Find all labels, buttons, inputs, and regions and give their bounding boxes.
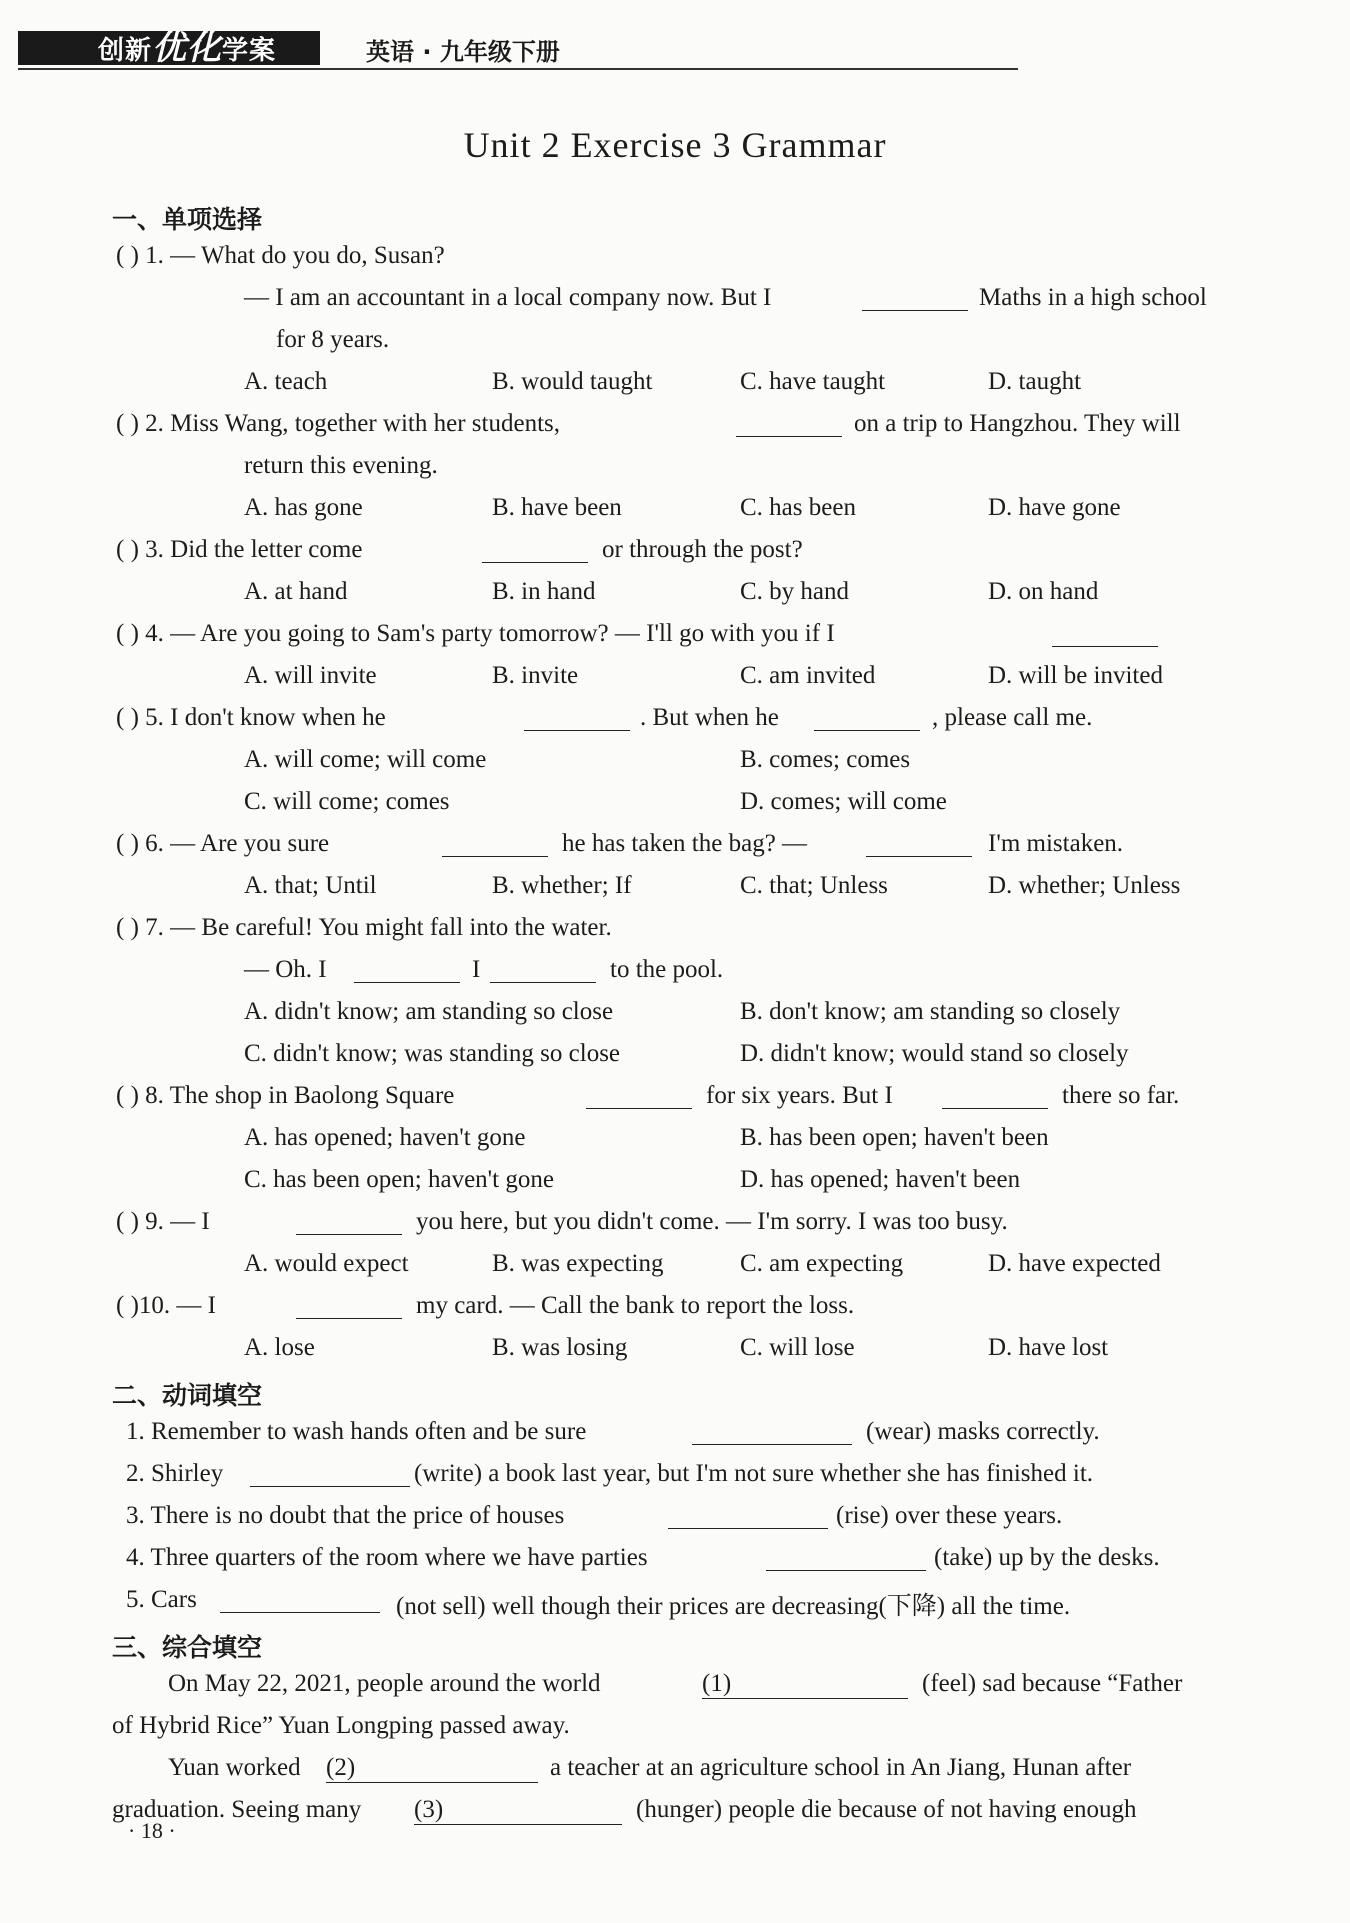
text-line: B. whether; If — [492, 872, 632, 899]
text-line: D. have gone — [988, 494, 1121, 521]
answer-blank[interactable] — [1052, 624, 1158, 647]
text-line: there so far. — [1062, 1082, 1180, 1109]
verb-blank[interactable] — [220, 1590, 380, 1613]
section-heading-1: 一、单项选择 — [112, 205, 263, 234]
text-line: (wear) masks correctly. — [866, 1418, 1100, 1445]
text-line: D. taught — [988, 368, 1082, 395]
answer-blank[interactable] — [354, 960, 460, 983]
text-line: (hunger) people die because of not having enough — [636, 1796, 1137, 1823]
text-line: C. am invited — [740, 662, 876, 689]
text-line: B. would taught — [492, 368, 653, 395]
brand-big: 优化 — [152, 28, 223, 68]
text-line: I'm mistaken. — [988, 830, 1124, 857]
text-line: for 8 years. — [276, 326, 390, 353]
text-line: (rise) over these years. — [836, 1502, 1063, 1529]
section-heading-3: 三、综合填空 — [112, 1633, 263, 1662]
text-line: a teacher at an agriculture school in An Jiang, Hunan after — [550, 1754, 1132, 1781]
page-header — [18, 28, 1018, 70]
text-line: Maths in a high school — [979, 284, 1207, 311]
section-heading-2: 二、动词填空 — [112, 1381, 263, 1410]
text-line: 5. Cars — [126, 1586, 197, 1613]
text-line: to the pool. — [610, 956, 724, 983]
text-line: A. didn't know; am standing so close — [244, 998, 614, 1025]
text-line: graduation. Seeing many — [112, 1796, 362, 1823]
numbered-blank[interactable]: (2) — [326, 1754, 538, 1783]
page-title: Unit 2 Exercise 3 Grammar — [463, 125, 887, 165]
text-line: D. on hand — [988, 578, 1099, 605]
brand-logo — [18, 28, 320, 68]
text-line: ( ) 2. Miss Wang, together with her students, — [116, 410, 560, 437]
text-line: C. has been open; haven't gone — [244, 1166, 554, 1193]
numbered-blank[interactable]: (1) — [702, 1670, 908, 1699]
answer-blank[interactable] — [296, 1296, 402, 1319]
answer-blank[interactable] — [862, 288, 968, 311]
text-line: C. didn't know; was standing so close — [244, 1040, 621, 1067]
text-line: ( ) 5. I don't know when he — [116, 704, 386, 731]
text-line: 4. Three quarters of the room where we have parties — [126, 1544, 648, 1571]
text-line: B. don't know; am standing so closely — [740, 998, 1121, 1025]
answer-blank[interactable] — [814, 708, 920, 731]
text-line: On May 22, 2021, people around the world — [168, 1670, 601, 1697]
text-line: A. will come; will come — [244, 746, 487, 773]
brand-prefix: 创新 — [98, 36, 153, 66]
answer-blank[interactable] — [482, 540, 588, 563]
text-line: ( ) 3. Did the letter come — [116, 536, 363, 563]
text-line: I — [472, 956, 481, 983]
answer-blank[interactable] — [442, 834, 548, 857]
numbered-blank[interactable]: (3) — [414, 1796, 622, 1825]
text-line: or through the post? — [602, 536, 803, 563]
text-line: C. that; Unless — [740, 872, 888, 899]
text-line: B. invite — [492, 662, 579, 689]
text-line: D. have lost — [988, 1334, 1109, 1361]
text-line: D. has opened; haven't been — [740, 1166, 1021, 1193]
header-divider — [18, 68, 1018, 70]
text-line: C. have taught — [740, 368, 886, 395]
text-line: B. comes; comes — [740, 746, 911, 773]
text-line: D. have expected — [988, 1250, 1161, 1277]
text-line: C. has been — [740, 494, 856, 521]
text-line: C. by hand — [740, 578, 850, 605]
text-line: 1. Remember to wash hands often and be sure — [126, 1418, 587, 1445]
text-line: my card. — Call the bank to report the loss. — [416, 1292, 855, 1319]
verb-blank[interactable] — [766, 1548, 926, 1571]
text-line: for six years. But I — [706, 1082, 893, 1109]
text-line: , please call me. — [932, 704, 1093, 731]
answer-blank[interactable] — [736, 414, 842, 437]
text-line: B. was losing — [492, 1334, 628, 1361]
text-line: B. have been — [492, 494, 622, 521]
text-line: A. teach — [244, 368, 328, 395]
answer-blank[interactable] — [866, 834, 972, 857]
text-line: C. am expecting — [740, 1250, 904, 1277]
text-line: C. will come; comes — [244, 788, 450, 815]
text-line: D. didn't know; would stand so closely — [740, 1040, 1129, 1067]
text-line: D. whether; Unless — [988, 872, 1181, 899]
answer-blank[interactable] — [586, 1086, 692, 1109]
text-line: ( ) 7. — Be careful! You might fall into the water. — [116, 914, 612, 941]
answer-blank[interactable] — [296, 1212, 402, 1235]
text-line: B. was expecting — [492, 1250, 664, 1277]
text-line: Yuan worked — [168, 1754, 301, 1781]
text-line: A. would expect — [244, 1250, 409, 1277]
text-line: A. has opened; haven't gone — [244, 1124, 526, 1151]
text-line: ( ) 8. The shop in Baolong Square — [116, 1082, 455, 1109]
subject-label: 英语 · 九年级下册 — [366, 38, 560, 66]
text-line: — Oh. I — [244, 956, 327, 983]
text-line: D. comes; will come — [740, 788, 947, 815]
text-line: A. at hand — [244, 578, 348, 605]
answer-blank[interactable] — [524, 708, 630, 731]
text-line: he has taken the bag? — — [562, 830, 808, 857]
page-number: · 18 · — [128, 1818, 176, 1843]
answer-blank[interactable] — [490, 960, 596, 983]
text-line: B. has been open; haven't been — [740, 1124, 1049, 1151]
text-line: A. lose — [244, 1334, 315, 1361]
text-line: 2. Shirley — [126, 1460, 224, 1487]
text-line: ( )10. — I — [116, 1292, 216, 1319]
text-line: (take) up by the desks. — [934, 1544, 1160, 1571]
text-line: A. has gone — [244, 494, 363, 521]
text-line: A. will invite — [244, 662, 377, 689]
text-line: B. in hand — [492, 578, 596, 605]
text-line: — I am an accountant in a local company now. But I — [244, 284, 772, 311]
text-line: . But when he — [640, 704, 779, 731]
text-line: ( ) 4. — Are you going to Sam's party tomorrow? — I'll go with you if I — [116, 620, 835, 647]
verb-blank[interactable] — [250, 1464, 410, 1487]
text-line: ( ) 1. — What do you do, Susan? — [116, 242, 445, 269]
answer-blank[interactable] — [942, 1086, 1048, 1109]
text-line: (not sell) well though their prices are decreasing(下降) all the time. — [396, 1593, 1071, 1620]
verb-blank[interactable] — [668, 1506, 828, 1529]
text-line: A. that; Until — [244, 872, 377, 899]
text-line: 3. There is no doubt that the price of houses — [126, 1502, 565, 1529]
text-line: of Hybrid Rice” Yuan Longping passed away. — [112, 1712, 570, 1739]
text-line: D. will be invited — [988, 662, 1163, 689]
text-line: you here, but you didn't come. — I'm sorry. I was too busy. — [416, 1208, 1008, 1235]
text-line: (feel) sad because “Father — [922, 1670, 1183, 1697]
text-line: return this evening. — [244, 452, 438, 479]
text-line: ( ) 9. — I — [116, 1208, 210, 1235]
text-line: (write) a book last year, but I'm not sure whether she has finished it. — [414, 1460, 1094, 1487]
text-line: on a trip to Hangzhou. They will — [854, 410, 1181, 437]
brand-suffix: 学案 — [222, 36, 277, 66]
verb-blank[interactable] — [692, 1422, 852, 1445]
text-line: ( ) 6. — Are you sure — [116, 830, 330, 857]
text-line: C. will lose — [740, 1334, 855, 1361]
